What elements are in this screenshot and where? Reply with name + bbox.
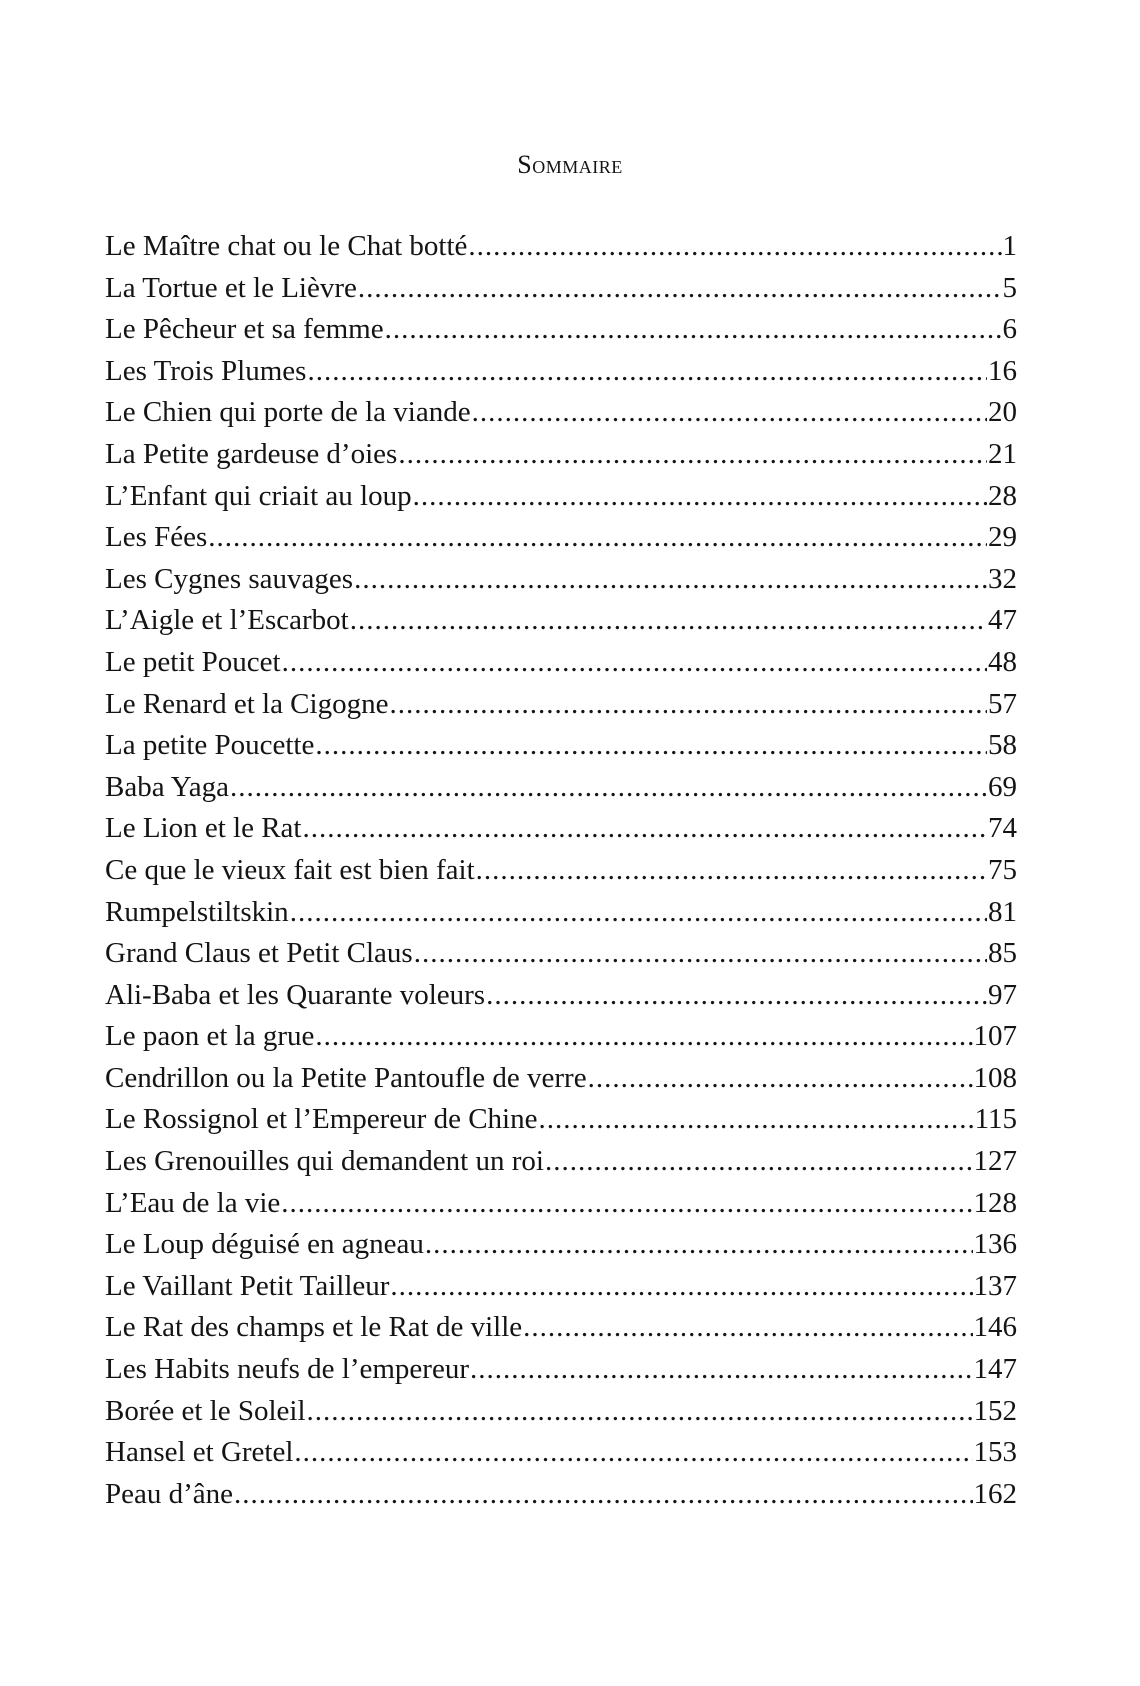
toc-entry-page-number: 136 xyxy=(973,1228,1017,1261)
dot-leader xyxy=(358,268,1002,310)
dot-leader xyxy=(294,1432,972,1474)
toc-entry-title: L’Aigle et l’Escarbot xyxy=(105,604,349,637)
toc-entry-title: Le Chien qui porte de la viande xyxy=(105,396,471,429)
toc-entry xyxy=(105,392,1017,434)
toc-entry xyxy=(105,1391,1017,1433)
dot-leader xyxy=(234,1474,972,1516)
dot-leader xyxy=(398,434,987,476)
toc-entry-page-number: 127 xyxy=(973,1145,1017,1178)
toc-entry-title: Ali-Baba et les Quarante voleurs xyxy=(105,978,486,1011)
dot-leader xyxy=(545,1141,973,1183)
toc-entry-title: Hansel et Gretel xyxy=(105,1436,294,1469)
dot-leader xyxy=(472,392,987,434)
toc-entry xyxy=(105,434,1017,476)
toc-entry-page-number: 85 xyxy=(988,937,1017,970)
toc-entry-page-number: 74 xyxy=(988,812,1017,845)
toc-entry-title: Le Vaillant Petit Tailleur xyxy=(105,1269,390,1302)
toc-entry-page-number: 153 xyxy=(973,1436,1017,1469)
toc-entry-page-number: 32 xyxy=(988,562,1017,595)
toc-entry-title: Le Pêcheur et sa femme xyxy=(105,313,384,346)
toc-entry-title: Les Fées xyxy=(105,521,208,554)
toc-entry-title: La Petite gardeuse d’oies xyxy=(105,437,398,470)
toc-entry-title: Les Grenouilles qui demandent un roi xyxy=(105,1145,544,1178)
toc-entry-title: L’Eau de la vie xyxy=(105,1186,281,1219)
dot-leader xyxy=(538,1099,973,1141)
toc-entry-title: Cendrillon ou la Petite Pantoufle de verre xyxy=(105,1061,587,1094)
toc-entry-title: Le Rossignol et l’Empereur de Chine xyxy=(105,1103,538,1136)
toc-entry-title: L’Enfant qui criait au loup xyxy=(105,479,412,512)
dot-leader xyxy=(307,351,987,393)
dot-leader xyxy=(350,600,987,642)
toc-entry-page-number: 1 xyxy=(1002,230,1017,262)
toc-entry xyxy=(105,975,1017,1017)
toc-entry-title: La Tortue et le Lièvre xyxy=(105,271,357,304)
toc-entry xyxy=(105,517,1017,559)
toc-entry xyxy=(105,1099,1017,1141)
toc-entry-title: Rumpelstiltskin xyxy=(105,895,289,928)
toc-entry-page-number: 162 xyxy=(973,1477,1017,1510)
toc-entry-page-number: 21 xyxy=(988,437,1017,470)
toc-entry xyxy=(105,1016,1017,1058)
toc-entry xyxy=(105,725,1017,767)
toc-entry xyxy=(105,892,1017,934)
dot-leader xyxy=(303,808,988,850)
table-of-contents xyxy=(105,226,1017,1515)
toc-entry xyxy=(105,1224,1017,1266)
toc-entry xyxy=(105,642,1017,684)
page-title: Sommaire xyxy=(517,150,623,179)
toc-entry-title: Le Rat des champs et le Rat de ville xyxy=(105,1311,523,1344)
dot-leader xyxy=(290,892,987,934)
dot-leader xyxy=(282,642,987,684)
dot-leader xyxy=(413,476,987,518)
toc-entry-title: Baba Yaga xyxy=(105,770,230,803)
toc-entry-page-number: 81 xyxy=(988,895,1017,928)
toc-entry xyxy=(105,1141,1017,1183)
toc-entry-page-number: 108 xyxy=(973,1061,1017,1094)
toc-entry-page-number: 28 xyxy=(988,479,1017,512)
toc-entry xyxy=(105,1058,1017,1100)
dot-leader xyxy=(354,559,987,601)
toc-entry-page-number: 58 xyxy=(988,729,1017,762)
toc-entry-title: Le petit Poucet xyxy=(105,645,281,678)
toc-entry xyxy=(105,351,1017,393)
toc-entry-page-number: 69 xyxy=(988,770,1017,803)
toc-entry-page-number: 48 xyxy=(988,645,1017,678)
toc-entry-title: Peau d’âne xyxy=(105,1477,234,1510)
toc-entry-page-number: 20 xyxy=(988,396,1017,429)
toc-entry-page-number: 107 xyxy=(973,1020,1017,1053)
toc-entry-title: Le Maître chat ou le Chat botté xyxy=(105,230,468,262)
toc-entry xyxy=(105,476,1017,518)
toc-entry xyxy=(105,933,1017,975)
dot-leader xyxy=(390,1266,972,1308)
toc-entry-page-number: 115 xyxy=(974,1103,1017,1136)
dot-leader xyxy=(230,767,987,809)
toc-entry-title: Ce que le vieux fait est bien fait xyxy=(105,853,475,886)
toc-entry-title: Les Trois Plumes xyxy=(105,354,307,387)
toc-entry-page-number: 147 xyxy=(973,1353,1017,1386)
dot-leader xyxy=(476,850,987,892)
dot-leader xyxy=(389,684,987,726)
toc-entry-page-number: 128 xyxy=(973,1186,1017,1219)
toc-entry-title: Les Cygnes sauvages xyxy=(105,562,354,595)
dot-leader xyxy=(315,1016,972,1058)
toc-entry xyxy=(105,600,1017,642)
toc-entry xyxy=(105,559,1017,601)
dot-leader xyxy=(307,1391,973,1433)
dot-leader xyxy=(425,1224,973,1266)
toc-entry-page-number: 146 xyxy=(973,1311,1017,1344)
dot-leader xyxy=(588,1058,973,1100)
dot-leader xyxy=(385,309,1002,351)
toc-entry xyxy=(105,1183,1017,1225)
toc-entry xyxy=(105,767,1017,809)
toc-entry-title: Le Renard et la Cigogne xyxy=(105,687,389,720)
toc-entry-title: Le Loup déguisé en agneau xyxy=(105,1228,424,1261)
toc-entry-title: Borée et le Soleil xyxy=(105,1394,306,1427)
toc-entry xyxy=(105,268,1017,310)
dot-leader xyxy=(208,517,987,559)
toc-entry-title: Les Habits neufs de l’empereur xyxy=(105,1353,469,1386)
toc-entry-title: Grand Claus et Petit Claus xyxy=(105,937,413,970)
dot-leader xyxy=(414,933,987,975)
dot-leader xyxy=(281,1183,972,1225)
toc-entry-page-number: 6 xyxy=(1002,313,1017,346)
dot-leader xyxy=(486,975,987,1017)
toc-entry xyxy=(105,850,1017,892)
dot-leader xyxy=(470,1349,973,1391)
toc-entry xyxy=(105,684,1017,726)
toc-entry xyxy=(105,226,1017,268)
toc-entry-page-number: 47 xyxy=(988,604,1017,637)
toc-entry-page-number: 75 xyxy=(988,853,1017,886)
toc-entry-page-number: 152 xyxy=(973,1394,1017,1427)
toc-entry-page-number: 29 xyxy=(988,521,1017,554)
toc-entry xyxy=(105,808,1017,850)
toc-entry-page-number: 16 xyxy=(988,354,1017,387)
toc-entry-title: Le Lion et le Rat xyxy=(105,812,302,845)
toc-entry-title: Le paon et la grue xyxy=(105,1020,315,1053)
toc-entry xyxy=(105,1266,1017,1308)
toc-entry-page-number: 97 xyxy=(988,978,1017,1011)
toc-entry xyxy=(105,309,1017,351)
toc-entry xyxy=(105,1474,1017,1516)
dot-leader xyxy=(468,226,1001,268)
toc-entry xyxy=(105,1432,1017,1474)
toc-entry xyxy=(105,1349,1017,1391)
toc-entry-page-number: 57 xyxy=(988,687,1017,720)
dot-leader xyxy=(523,1307,972,1349)
toc-entry-page-number: 5 xyxy=(1002,271,1017,304)
toc-entry-title: La petite Poucette xyxy=(105,729,315,762)
dot-leader xyxy=(315,725,987,767)
toc-entry xyxy=(105,1307,1017,1349)
toc-entry-page-number: 137 xyxy=(973,1269,1017,1302)
